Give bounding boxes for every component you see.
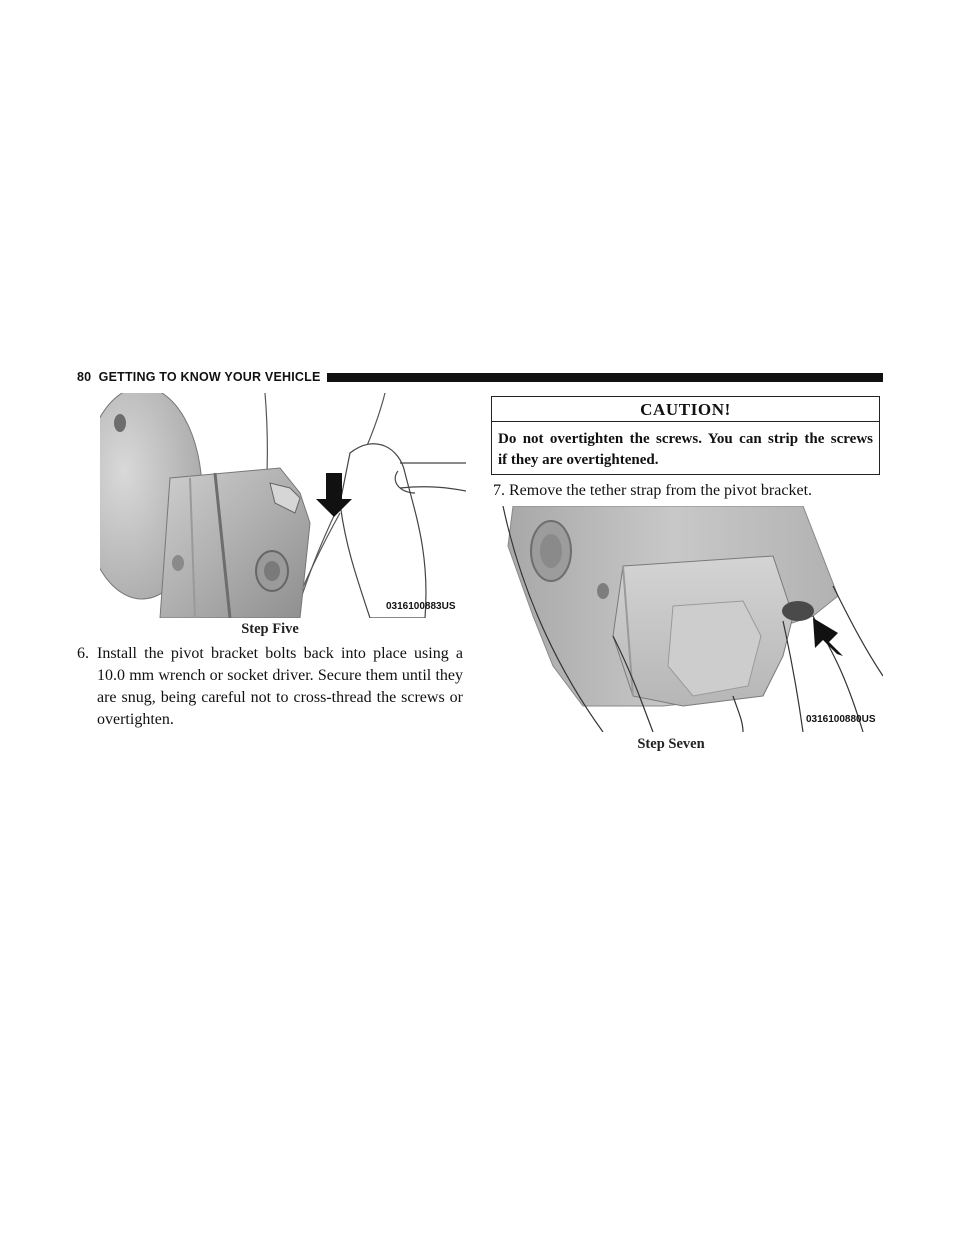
caution-line: if they are overtightened.	[498, 452, 659, 468]
figure-step-seven	[493, 506, 883, 732]
step-6-line: 10.0 mm wrench or socket driver. Secure them until they	[97, 667, 463, 684]
step-five-caption: Step Five	[241, 621, 299, 637]
step-7-paragraph: 7. Remove the tether strap from the pivot bracket.	[493, 482, 813, 499]
step-6-line: Install the pivot bracket bolts back into place using a	[97, 645, 463, 662]
header-rule	[327, 373, 884, 382]
section-title: GETTING TO KNOW YOUR VEHICLE	[98, 370, 321, 384]
step-five-figure-code: 0316100883US	[386, 601, 456, 612]
step-seven-figure-code: 0316100880US	[806, 714, 876, 725]
step-6-line: are snug, being careful not to cross-thread the screws or	[97, 689, 463, 706]
step-6-line: overtighten.	[97, 711, 174, 728]
figure-step-five	[100, 393, 466, 618]
page-number: 80	[77, 370, 92, 384]
caution-title: CAUTION!	[492, 397, 879, 422]
step-6-paragraph	[77, 643, 463, 731]
caution-box	[491, 396, 880, 475]
step-seven-caption: Step Seven	[637, 736, 705, 752]
page-header-text	[77, 370, 321, 384]
step-seven-illustration	[493, 506, 883, 732]
caution-text	[492, 422, 879, 471]
step-five-illustration	[100, 393, 466, 618]
step-6-number: 6.	[77, 645, 89, 662]
page-header	[77, 369, 883, 385]
caution-line: Do not overtighten the screws. You can strip the screws	[498, 431, 873, 447]
